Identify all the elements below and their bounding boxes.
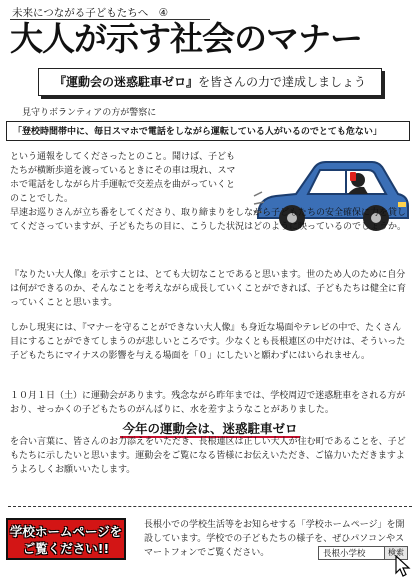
paragraph-reality: しかし現実には、『マナーを守ることができない大人像』も身近な場面やテレビの中で、たくさん目にすることができてしまうのが悲しいところです。少なくとも長根連区の中だけは、そういった子どもたちにマイナスの影響を与える場面を「０」にしたいと願わずにはいられません。: [10, 323, 406, 361]
paragraph-role-model: 『なりたい大人像』を示すことは、とても大切なことであると思います。世のため人のために自分は何ができるのか、そんなことを考えながら成長していくことができれば、子どもたちは健全に育っていくことと思います。: [10, 270, 407, 308]
section-divider: [8, 506, 412, 507]
series-label: 未来につながる子どもたちへ ④: [12, 7, 169, 19]
promo-line-2: ご覧ください!!: [22, 541, 110, 556]
slogan-highlight-text: 今年の運動会は、迷惑駐車ゼロ: [122, 421, 298, 436]
homepage-notice: 長根小での学校生活等をお知らせする「学校ホームページ」を開設しています。学校での子どもたちの様子を、ぜひパソコンやスマートフォンでご覧ください。: [144, 520, 405, 558]
slogan-banner: [38, 68, 382, 96]
paragraph-request: を合い言葉に、皆さんのお力添えをいただき、長根連区は正しい大人が住む町であることを、子どもたちに示したいと思います。運動会をご覧になる皆様にお伝えいただき、ご協力いただきますようよろしくお願いいたします。: [10, 437, 406, 475]
mouse-pointer-icon: [394, 555, 412, 577]
search-button[interactable]: 検索: [384, 547, 407, 559]
intro-line: 見守りボランティアの方が警察に: [22, 108, 157, 118]
paragraph-police: 早速お巡りさんが立ち番をしてくださり、取り締まりをしながら子どもたちの安全確保に力を貸してくださっていますが、子どもたちの目に、こうした状況はどのように映っているのでしょうか。: [10, 208, 407, 232]
banner-rest: を皆さんの力で達成しましょう: [198, 75, 367, 89]
paragraph-report: という通報をしてくださったとのこと。聞けば、子どもたちが横断歩道を渡っているときにその車は現れ、スマホで電話をしながら片手運転で交差点を曲がっていくとのことでした。: [10, 152, 236, 204]
report-quote-box: 「登校時間帯中に、毎日スマホで電話をしながら運転している人がいるのでとても危ない」: [6, 121, 410, 141]
paragraph-sports-day: １０月１日（土）に運動会があります。残念ながら昨年までは、学校周辺で迷惑駐車をされる方がおり、せっかくの子どもたちのがんばりに、水を差すようなことがありました。: [10, 391, 406, 415]
banner-emphasis: 『運動会の迷惑駐車ゼロ』: [53, 75, 198, 89]
promo-line-1: 学校ホームページを: [9, 524, 123, 539]
homepage-promo-button[interactable]: [6, 518, 126, 560]
page-title: 大人が示す社会のマナー: [10, 19, 362, 58]
search-query: 長根小学校: [323, 549, 366, 559]
